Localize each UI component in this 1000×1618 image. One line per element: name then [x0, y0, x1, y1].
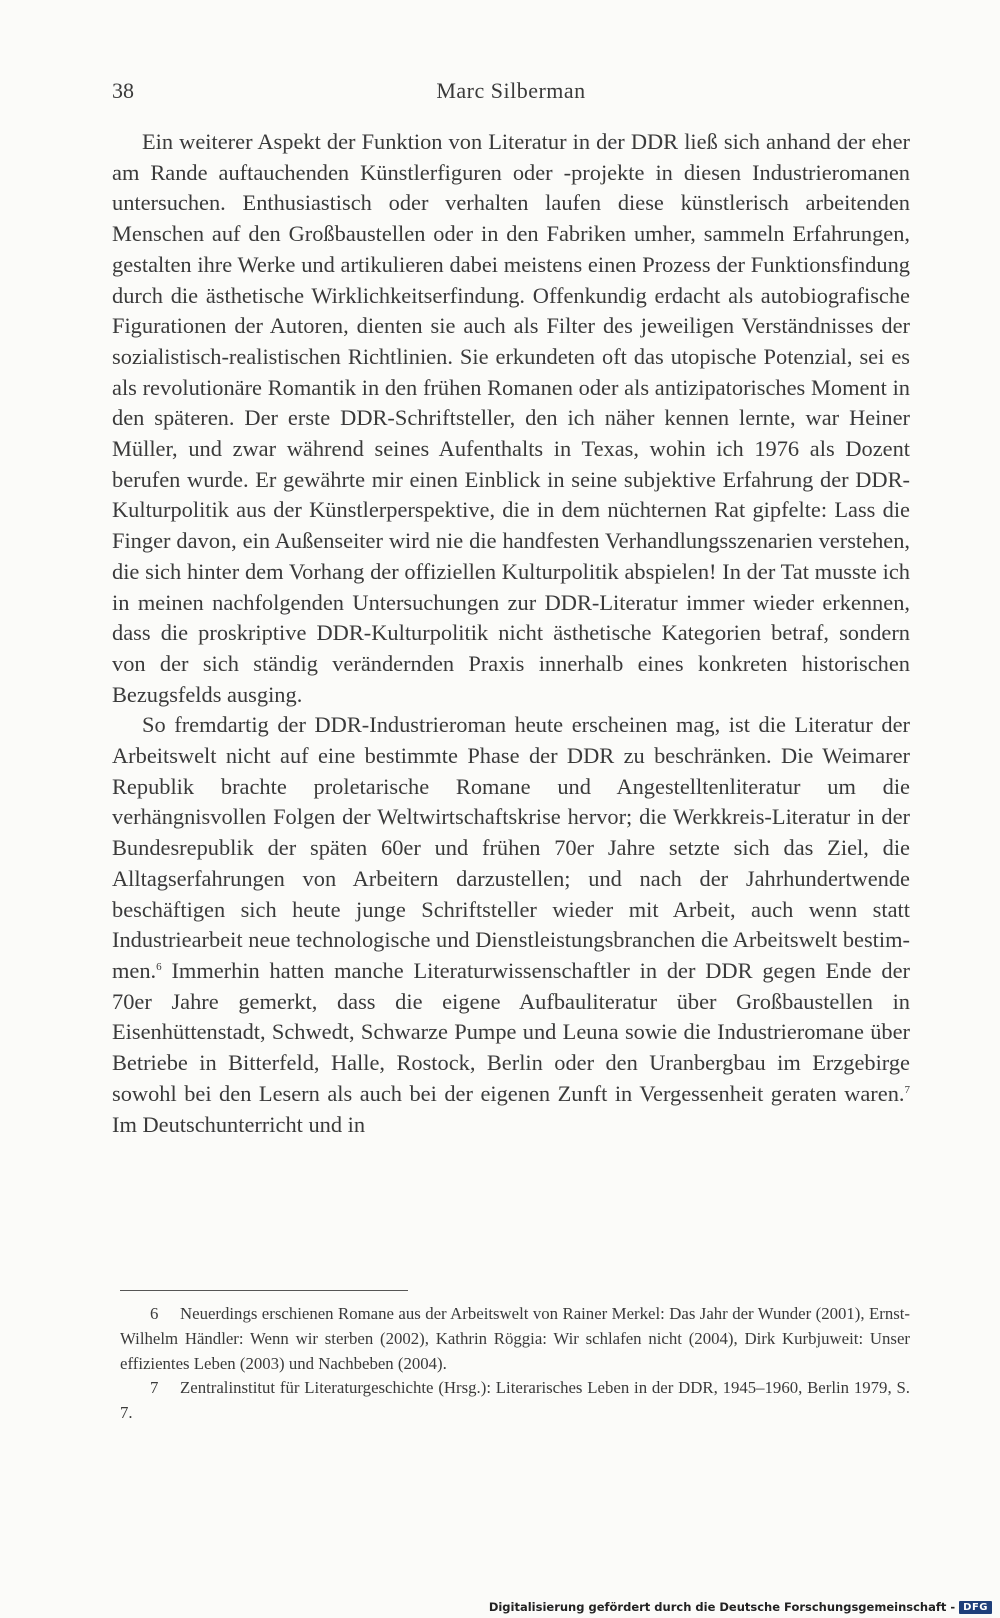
paragraph: Ein weiterer Aspekt der Funktion von Literatur in der DDR ließ sich anhand der eher am Rande auftauchenden Künstlerfiguren oder -projekte in diesen Industrieromanen untersuchen. Enthusiastisch oder verhalten laufen diese künstlerisch arbeitenden Menschen auf den Großbaustellen oder in den Fabriken umher, sammeln Erfahrungen, gestalten ihre Werke und artikulieren dabei meistens einen Prozess der Funktionsfindung durch die ästhetische Wirklichkeitserfindung. Offenkundig erdacht als autobiografische Figurationen der Autoren, dienten sie auch als Filter des jeweiligen Verständnisses der sozialistisch-realistischen Richtlinien. Sie erkundeten oft das utopische Potenzial, sei es als revolutionäre Romantik in den frühen Romanen oder als antizipatorisches Moment in den späteren. Der erste DDR-Schriftsteller, den ich näher kennen lernte, war Heiner Müller, und zwar während seines Aufenthalts in Texas, wohin ich 1976 als Dozent berufen wurde. Er gewährte mir einen Einblick in seine subjektive Erfahrung der DDR-Kulturpolitik aus der Künstlerperspektive, die in dem nüchternen Rat gipfelte: Lass die Finger davon, ein Außenseiter wird nie die handfesten Verhandlungsszenarien verstehen, die sich hinter dem Vorhang der offiziellen Kulturpolitik abspielen! In der Tat musste ich in meinen nachfolgenden Untersuchungen zur DDR-Literatur immer wieder erkennen, dass die proskriptive DDR-Kulturpolitik nicht ästhetische Kategorien betraf, sondern von der sich ständig verändernden Praxis innerhalb eines konkreten historischen Bezugsfelds ausging. — [112, 129, 910, 707]
footnote-reference: 6 — [156, 960, 162, 973]
footnote — [120, 1376, 910, 1426]
footnote-reference: 7 — [904, 1083, 910, 1096]
footnote-number: 6 — [150, 1304, 159, 1323]
footnote — [120, 1302, 910, 1376]
page-header — [112, 78, 910, 110]
footnote-text: Neuerdings erschienen Romane aus der Arbeitswelt von Rainer Merkel: Das Jahr der Wunder (2001), Ernst-Wilhelm Händler: Wenn wir sterben (2002), Kathrin Röggia: Wir schlafen nicht (2004), Dirk Kurbjuweit: Unser effizientes Leben (2003) und Nachbeben (2004). — [120, 1304, 910, 1373]
paragraph-text: Im Deutschunterricht und in — [112, 1111, 366, 1137]
footnote-number: 7 — [150, 1378, 159, 1398]
digitization-notice — [489, 1600, 992, 1614]
footnote-text: Zentralinstitut für Literaturgeschichte (Hrsg.): Literarisches Leben in der DDR, 1945–1960, Berlin 1979, S. 7. — [120, 1378, 910, 1423]
dfg-logo: DFG — [959, 1601, 992, 1614]
paragraph — [112, 710, 910, 1140]
footnotes — [120, 1302, 910, 1426]
running-head: Marc Silberman — [436, 78, 586, 103]
paragraph-text: Immerhin hatten manche Literaturwissenschaftler in der DDR gegen Ende der 70er Jahre gemerkt, dass die eigene Aufbauliteratur über Großbaustellen in Eisenhüttenstadt, Schwedt, Schwarze Pumpe und Leuna sowie die Industrieromane über Betriebe in Bitterfeld, Halle, Rostock, Berlin oder den Uranbergbau im Erzgebirge sowohl bei den Lesern als auch bei der eigenen Zunft in Vergessenheit geraten waren. — [112, 957, 910, 1106]
page-number: 38 — [112, 78, 134, 103]
footnote-separator — [120, 1290, 408, 1291]
digitization-text: Digitalisierung gefördert durch die Deutsche Forschungsgemeinschaft - — [488, 1600, 956, 1614]
body-text — [112, 127, 910, 1140]
paragraph-text: So fremdartig der DDR-Industrieroman heute erscheinen mag, ist die Literatur der Arbeitswelt nicht auf eine bestimmte Phase der DDR zu beschränken. Die Weimarer Republik brachte proletarische Romane und Angestelltenliteratur um die verhängnisvollen Folgen der Weltwirtschaftskrise hervor; die Werkkreis-Literatur in der Bundesrepublik der späten 60er und frühen 70er Jahre setzte sich das Ziel, die Alltagserfahrungen von Arbeitern darzustellen; und nach der Jahrhundertwende beschäftigen sich heute junge Schriftsteller wieder mit Arbeit, auch wenn statt Industriearbeit neue technologische und Dienstleistungsbranchen die Arbeitswelt bestimmen. — [112, 712, 910, 983]
